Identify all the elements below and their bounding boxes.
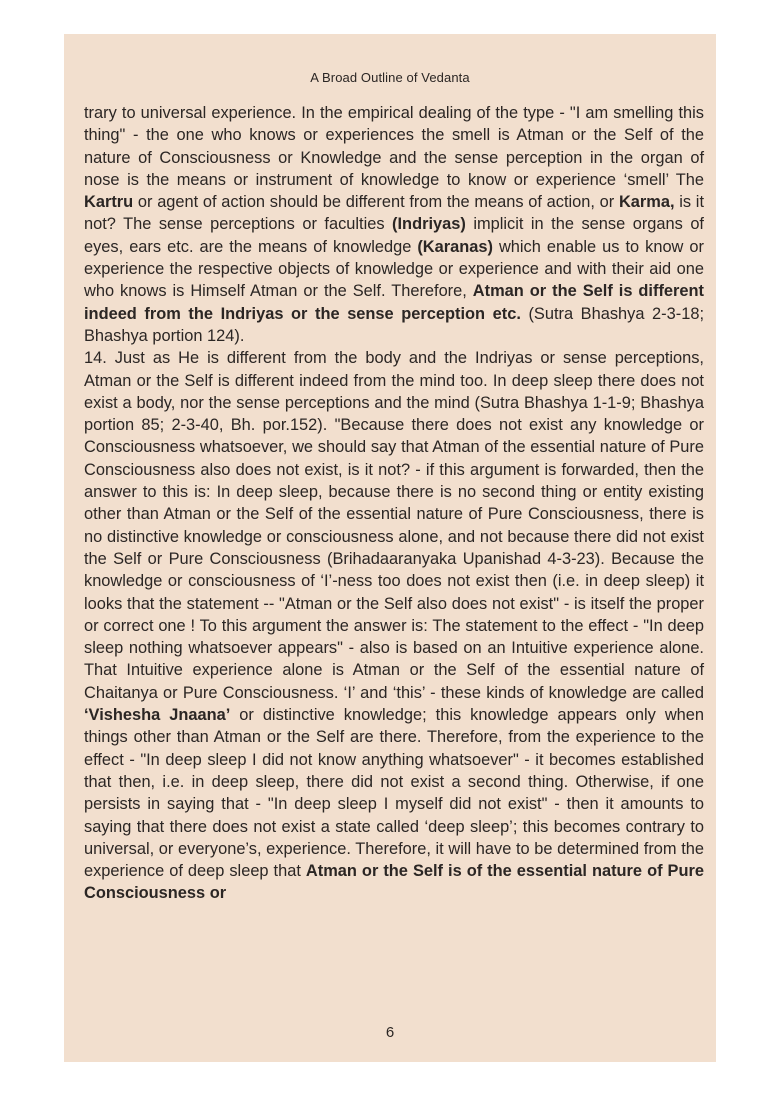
paragraph-1-text-2: or agent of action should be different from the means of action, or bbox=[133, 193, 619, 212]
paragraph-2-text-2: or distinctive knowledge; this knowledge appears only when things other than Atman or the Self are there. Therefore, from the experience to the effect - "In deep sleep I did not know anything whatsoever" - it becomes established that then, i.e. in deep sleep, there did not exist a second thing. Otherwise, if one persists in saying that - "In deep sleep I myself did not exist" - then it amounts to saying that there does not exist a state called ‘deep sleep’; this becomes contrary to universal, or everyone’s, experience. Therefore, it will have to be determined from the experience of deep sleep that bbox=[84, 706, 705, 881]
paragraph-2-text-1: 14. Just as He is different from the body and the Indriyas or sense perceptions, Atman or the Self is different indeed from the mind too. In deep sleep there does not exist a body, nor the sense perceptions and the mind (Sutra Bhashya 1-1-9; Bhashya portion 85; 2-3-40, Bh. por.152). "Because there does not exist any knowledge or Consciousness whatsoever, we should say that Atman of the essential nature of Pure Consciousness also does not exist, is it not? - if this argument is forwarded, then the answer to this is: In deep sleep, because there is no second thing or entity existing other than Atman or the Self of the essential nature of Pure Consciousness, there is no distinctive knowledge or consciousness alone, and not because there did not exist the Self or Pure Consciousness (Brihadaaranyaka Upanishad 4-3-23). Because the knowledge or consciousness of ‘I’-ness too does not exist then (i.e. in deep sleep) it looks that the statement -- "Atman or the Self also does not exist" - is itself the proper or correct one ! To this argument the answer is: The statement to the effect - "In deep sleep nothing whatsoever appears" - also is based on an Intuitive experience alone. That Intuitive experience alone is Atman or the Self of the essential nature of Chaitanya or Pure Consciousness. ‘I’ and ‘this’ - these kinds of knowledge are called bbox=[84, 349, 704, 702]
term-karanas: (Karanas) bbox=[417, 237, 493, 256]
paragraph-1 bbox=[84, 102, 704, 347]
conclusion-atman-different: Atman or the Self is different indeed from the Indriyas or the sense perception etc. bbox=[84, 282, 704, 323]
page-number: 6 bbox=[385, 1024, 395, 1041]
paragraph-1-text-6: (Sutra Bhashya 2-3-18; Bhashya portion 124). bbox=[84, 304, 704, 345]
paragraph-1-text-5: which enable us to know or experience the respective objects of knowledge or experience and with their aid one who knows is Himself Atman or the Self. Therefore, bbox=[84, 237, 704, 301]
paragraph-1-text-3: is it not? The sense perceptions or faculties bbox=[84, 193, 704, 234]
conclusion-pure-consciousness: Atman or the Self is of the essential nature of Pure Consciousness or bbox=[84, 862, 704, 903]
paragraph-1-text-4: implicit in the sense organs of eyes, ears etc. are the means of knowledge bbox=[84, 215, 704, 256]
term-indriyas: (Indriyas) bbox=[392, 215, 466, 234]
paragraph-2 bbox=[84, 347, 704, 904]
term-karma: Karma, bbox=[618, 193, 675, 212]
paragraph-1-text-1: trary to universal experience. In the empirical dealing of the type - "I am smelling this thing" - the one who knows or experiences the smell is Atman or the Self of the nature of Consciousness or Knowledge and the sense perception in the organ of nose is the means or instrument of knowledge to know or experience ‘smell’ The bbox=[84, 104, 704, 189]
book-page bbox=[64, 34, 716, 1062]
body-text bbox=[84, 102, 704, 905]
running-head: A Broad Outline of Vedanta bbox=[310, 70, 470, 85]
term-vishesha-jnaana: ‘Vishesha Jnaana’ bbox=[84, 706, 231, 725]
term-kartru: Kartru bbox=[84, 193, 134, 212]
